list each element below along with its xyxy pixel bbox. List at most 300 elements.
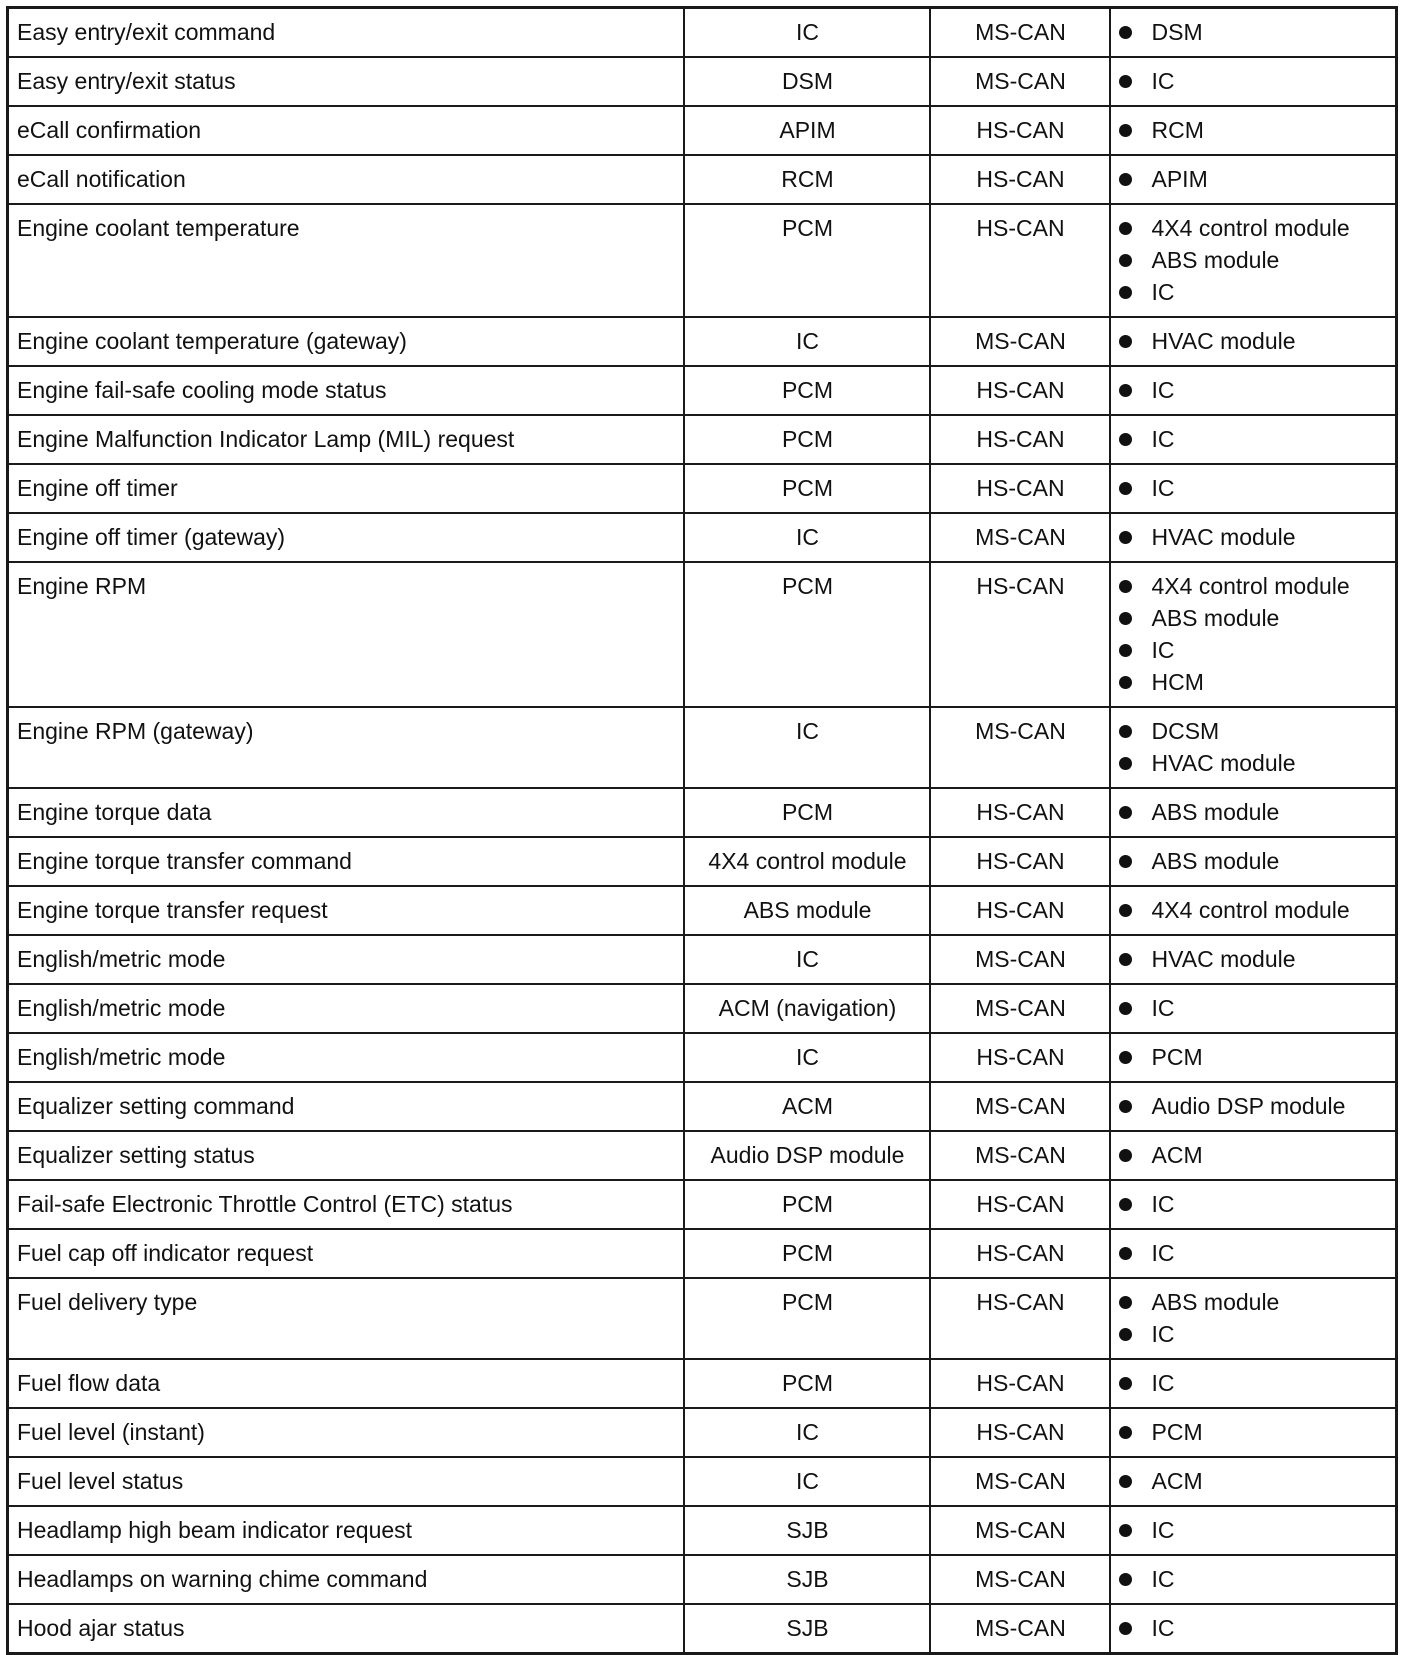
message-text: Fuel level status bbox=[17, 1468, 184, 1494]
table-row bbox=[8, 886, 1397, 935]
network-text: MS-CAN bbox=[975, 1468, 1066, 1494]
originating-module-text: PCM bbox=[781, 1370, 834, 1396]
message-text: Engine torque transfer command bbox=[17, 848, 352, 874]
receiving-module-item bbox=[1119, 212, 1390, 244]
network-text: HS-CAN bbox=[976, 1044, 1065, 1070]
network-text: HS-CAN bbox=[976, 426, 1065, 452]
receiving-modules-cell bbox=[1110, 1180, 1397, 1229]
bullet-icon bbox=[1119, 806, 1132, 819]
network-cell bbox=[930, 1082, 1110, 1131]
originating-module-cell bbox=[684, 886, 930, 935]
message-text: English/metric mode bbox=[17, 1044, 226, 1070]
receiving-module-text: ACM bbox=[1151, 1142, 1203, 1168]
receiving-module-item bbox=[1119, 796, 1390, 828]
originating-module-text: Audio DSP module bbox=[710, 1142, 905, 1168]
message-text: English/metric mode bbox=[17, 995, 226, 1021]
originating-module-text: ABS module bbox=[743, 897, 872, 923]
network-text: MS-CAN bbox=[975, 328, 1066, 354]
receiving-modules-cell bbox=[1110, 317, 1397, 366]
network-text: HS-CAN bbox=[976, 166, 1065, 192]
table-row bbox=[8, 513, 1397, 562]
receiving-modules-cell bbox=[1110, 57, 1397, 106]
message-cell bbox=[8, 1229, 684, 1278]
receiving-module-text: IC bbox=[1151, 1321, 1175, 1347]
receiving-module-text: IC bbox=[1151, 1240, 1175, 1266]
message-cell bbox=[8, 886, 684, 935]
receiving-module-item bbox=[1119, 1514, 1390, 1546]
message-text: Headlamp high beam indicator request bbox=[17, 1517, 413, 1543]
originating-module-text: PCM bbox=[781, 377, 834, 403]
originating-module-text: IC bbox=[796, 718, 819, 744]
network-cell bbox=[930, 1457, 1110, 1506]
bullet-icon bbox=[1119, 1051, 1132, 1064]
message-text: Engine coolant temperature (gateway) bbox=[17, 328, 407, 354]
table-row bbox=[8, 1359, 1397, 1408]
message-text: Easy entry/exit command bbox=[17, 19, 276, 45]
network-text: HS-CAN bbox=[976, 848, 1065, 874]
network-text: MS-CAN bbox=[975, 19, 1066, 45]
originating-module-cell bbox=[684, 1229, 930, 1278]
receiving-module-item bbox=[1119, 845, 1390, 877]
originating-module-text: ACM bbox=[781, 1093, 834, 1119]
message-cell bbox=[8, 317, 684, 366]
bullet-icon bbox=[1119, 1328, 1132, 1341]
bullet-icon bbox=[1119, 335, 1132, 348]
receiving-module-text: IC bbox=[1151, 377, 1175, 403]
receiving-modules-cell bbox=[1110, 707, 1397, 788]
table-row bbox=[8, 935, 1397, 984]
network-cell bbox=[930, 464, 1110, 513]
receiving-modules-cell bbox=[1110, 1082, 1397, 1131]
table-row bbox=[8, 1033, 1397, 1082]
receiving-module-item bbox=[1119, 992, 1390, 1024]
table-row bbox=[8, 464, 1397, 513]
receiving-modules-cell bbox=[1110, 415, 1397, 464]
receiving-module-text: IC bbox=[1151, 1191, 1175, 1217]
table-row bbox=[8, 1082, 1397, 1131]
message-cell bbox=[8, 935, 684, 984]
network-text: HS-CAN bbox=[976, 1191, 1065, 1217]
message-cell bbox=[8, 788, 684, 837]
message-cell bbox=[8, 204, 684, 317]
message-text: Engine torque transfer request bbox=[17, 897, 328, 923]
message-cell bbox=[8, 1131, 684, 1180]
network-cell bbox=[930, 1408, 1110, 1457]
message-cell bbox=[8, 415, 684, 464]
receiving-module-text: IC bbox=[1151, 995, 1175, 1021]
bullet-icon bbox=[1119, 1573, 1132, 1586]
bullet-icon bbox=[1119, 612, 1132, 625]
message-text: Easy entry/exit status bbox=[17, 68, 236, 94]
originating-module-cell bbox=[684, 984, 930, 1033]
originating-module-cell bbox=[684, 464, 930, 513]
message-cell bbox=[8, 562, 684, 707]
receiving-modules-cell bbox=[1110, 1229, 1397, 1278]
receiving-module-text: HVAC module bbox=[1151, 750, 1296, 776]
originating-module-cell bbox=[684, 562, 930, 707]
originating-module-text: RCM bbox=[781, 166, 834, 192]
receiving-module-item bbox=[1119, 1090, 1390, 1122]
receiving-modules-cell bbox=[1110, 204, 1397, 317]
originating-module-text: IC bbox=[796, 1044, 819, 1070]
bullet-icon bbox=[1119, 26, 1132, 39]
table-row bbox=[8, 317, 1397, 366]
network-cell bbox=[930, 1359, 1110, 1408]
receiving-module-item bbox=[1119, 1367, 1390, 1399]
receiving-module-text: IC bbox=[1151, 1566, 1175, 1592]
originating-module-text: PCM bbox=[781, 573, 834, 599]
bullet-icon bbox=[1119, 855, 1132, 868]
message-cell bbox=[8, 1278, 684, 1359]
network-text: HS-CAN bbox=[976, 1419, 1065, 1445]
message-cell bbox=[8, 1408, 684, 1457]
originating-module-cell bbox=[684, 106, 930, 155]
bullet-icon bbox=[1119, 1377, 1132, 1390]
originating-module-cell bbox=[684, 8, 930, 58]
receiving-module-text: 4X4 control module bbox=[1151, 215, 1350, 241]
message-text: Engine torque data bbox=[17, 799, 212, 825]
network-text: HS-CAN bbox=[976, 799, 1065, 825]
bullet-icon bbox=[1119, 1002, 1132, 1015]
originating-module-text: SJB bbox=[786, 1517, 829, 1543]
message-text: Headlamps on warning chime command bbox=[17, 1566, 428, 1592]
network-cell bbox=[930, 788, 1110, 837]
table-row bbox=[8, 984, 1397, 1033]
receiving-module-text: DSM bbox=[1151, 19, 1203, 45]
originating-module-cell bbox=[684, 1180, 930, 1229]
table-row bbox=[8, 155, 1397, 204]
bullet-icon bbox=[1119, 1100, 1132, 1113]
originating-module-cell bbox=[684, 317, 930, 366]
network-cell bbox=[930, 106, 1110, 155]
receiving-module-item bbox=[1119, 602, 1390, 634]
network-cell bbox=[930, 317, 1110, 366]
network-cell bbox=[930, 57, 1110, 106]
message-cell bbox=[8, 837, 684, 886]
table-body bbox=[8, 8, 1397, 1654]
receiving-module-item bbox=[1119, 472, 1390, 504]
message-text: Equalizer setting status bbox=[17, 1142, 255, 1168]
table-row bbox=[8, 837, 1397, 886]
table-row bbox=[8, 204, 1397, 317]
receiving-modules-cell bbox=[1110, 366, 1397, 415]
receiving-module-text: ABS module bbox=[1151, 605, 1280, 631]
receiving-module-item bbox=[1119, 1237, 1390, 1269]
message-cell bbox=[8, 1457, 684, 1506]
originating-module-cell bbox=[684, 935, 930, 984]
receiving-module-text: ABS module bbox=[1151, 247, 1280, 273]
bullet-icon bbox=[1119, 1426, 1132, 1439]
network-cell bbox=[930, 707, 1110, 788]
bullet-icon bbox=[1119, 725, 1132, 738]
message-text: Fuel cap off indicator request bbox=[17, 1240, 314, 1266]
network-cell bbox=[930, 1131, 1110, 1180]
message-cell bbox=[8, 464, 684, 513]
receiving-module-item bbox=[1119, 1416, 1390, 1448]
receiving-module-text: APIM bbox=[1151, 166, 1208, 192]
table-row bbox=[8, 1180, 1397, 1229]
receiving-module-item bbox=[1119, 423, 1390, 455]
receiving-module-text: IC bbox=[1151, 1517, 1175, 1543]
originating-module-text: PCM bbox=[781, 215, 834, 241]
message-cell bbox=[8, 8, 684, 58]
bullet-icon bbox=[1119, 384, 1132, 397]
message-cell bbox=[8, 1082, 684, 1131]
originating-module-cell bbox=[684, 1457, 930, 1506]
receiving-module-item bbox=[1119, 325, 1390, 357]
message-text: Fuel level (instant) bbox=[17, 1419, 205, 1445]
receiving-module-text: HVAC module bbox=[1151, 946, 1296, 972]
originating-module-text: IC bbox=[796, 328, 819, 354]
receiving-modules-cell bbox=[1110, 1131, 1397, 1180]
receiving-modules-cell bbox=[1110, 464, 1397, 513]
receiving-module-text: IC bbox=[1151, 279, 1175, 305]
bullet-icon bbox=[1119, 1622, 1132, 1635]
table-row bbox=[8, 1604, 1397, 1654]
message-cell bbox=[8, 1033, 684, 1082]
receiving-module-item bbox=[1119, 570, 1390, 602]
originating-module-cell bbox=[684, 1278, 930, 1359]
bullet-icon bbox=[1119, 1296, 1132, 1309]
message-cell bbox=[8, 707, 684, 788]
receiving-module-item bbox=[1119, 114, 1390, 146]
receiving-module-item bbox=[1119, 1041, 1390, 1073]
bullet-icon bbox=[1119, 580, 1132, 593]
originating-module-text: DSM bbox=[781, 68, 834, 94]
receiving-module-item bbox=[1119, 1612, 1390, 1644]
table-row bbox=[8, 1229, 1397, 1278]
receiving-module-item bbox=[1119, 1188, 1390, 1220]
table-row bbox=[8, 562, 1397, 707]
table-row bbox=[8, 366, 1397, 415]
bullet-icon bbox=[1119, 1149, 1132, 1162]
receiving-module-text: IC bbox=[1151, 637, 1175, 663]
message-cell bbox=[8, 513, 684, 562]
network-text: HS-CAN bbox=[976, 215, 1065, 241]
table-row bbox=[8, 1131, 1397, 1180]
network-cell bbox=[930, 1229, 1110, 1278]
originating-module-cell bbox=[684, 1506, 930, 1555]
network-cell bbox=[930, 1604, 1110, 1654]
message-cell bbox=[8, 1604, 684, 1654]
receiving-module-item bbox=[1119, 276, 1390, 308]
receiving-modules-cell bbox=[1110, 8, 1397, 58]
table-row bbox=[8, 788, 1397, 837]
bullet-icon bbox=[1119, 482, 1132, 495]
network-cell bbox=[930, 1555, 1110, 1604]
originating-module-cell bbox=[684, 1408, 930, 1457]
receiving-module-text: DCSM bbox=[1151, 718, 1220, 744]
network-text: MS-CAN bbox=[975, 946, 1066, 972]
network-message-table bbox=[6, 6, 1398, 1655]
bullet-icon bbox=[1119, 1198, 1132, 1211]
receiving-module-item bbox=[1119, 715, 1390, 747]
receiving-module-item bbox=[1119, 65, 1390, 97]
originating-module-text: IC bbox=[796, 1468, 819, 1494]
receiving-module-text: PCM bbox=[1151, 1419, 1203, 1445]
receiving-module-text: IC bbox=[1151, 426, 1175, 452]
receiving-module-text: IC bbox=[1151, 1370, 1175, 1396]
receiving-module-text: HCM bbox=[1151, 669, 1204, 695]
network-cell bbox=[930, 1033, 1110, 1082]
receiving-module-text: 4X4 control module bbox=[1151, 573, 1350, 599]
receiving-module-text: HVAC module bbox=[1151, 524, 1296, 550]
bullet-icon bbox=[1119, 953, 1132, 966]
receiving-module-text: RCM bbox=[1151, 117, 1204, 143]
receiving-module-text: ABS module bbox=[1151, 848, 1280, 874]
originating-module-cell bbox=[684, 415, 930, 464]
network-cell bbox=[930, 204, 1110, 317]
message-cell bbox=[8, 155, 684, 204]
receiving-module-text: 4X4 control module bbox=[1151, 897, 1350, 923]
network-text: MS-CAN bbox=[975, 1093, 1066, 1119]
table-row bbox=[8, 8, 1397, 58]
message-cell bbox=[8, 106, 684, 155]
table-row bbox=[8, 1506, 1397, 1555]
receiving-module-item bbox=[1119, 666, 1390, 698]
network-text: HS-CAN bbox=[976, 897, 1065, 923]
network-message-table-container bbox=[6, 6, 1398, 1655]
receiving-module-text: ABS module bbox=[1151, 799, 1280, 825]
message-text: Equalizer setting command bbox=[17, 1093, 295, 1119]
bullet-icon bbox=[1119, 222, 1132, 235]
network-text: MS-CAN bbox=[975, 718, 1066, 744]
originating-module-text: PCM bbox=[781, 475, 834, 501]
receiving-modules-cell bbox=[1110, 788, 1397, 837]
originating-module-text: IC bbox=[796, 19, 819, 45]
bullet-icon bbox=[1119, 173, 1132, 186]
network-cell bbox=[930, 513, 1110, 562]
message-text: Engine coolant temperature bbox=[17, 215, 300, 241]
receiving-modules-cell bbox=[1110, 562, 1397, 707]
table-row bbox=[8, 57, 1397, 106]
network-cell bbox=[930, 8, 1110, 58]
receiving-module-text: IC bbox=[1151, 68, 1175, 94]
bullet-icon bbox=[1119, 286, 1132, 299]
originating-module-text: ACM (navigation) bbox=[718, 995, 897, 1021]
originating-module-text: IC bbox=[796, 524, 819, 550]
message-text: English/metric mode bbox=[17, 946, 226, 972]
table-row bbox=[8, 707, 1397, 788]
network-text: MS-CAN bbox=[975, 524, 1066, 550]
network-text: MS-CAN bbox=[975, 1566, 1066, 1592]
network-cell bbox=[930, 984, 1110, 1033]
bullet-icon bbox=[1119, 644, 1132, 657]
network-cell bbox=[930, 1278, 1110, 1359]
network-text: HS-CAN bbox=[976, 377, 1065, 403]
table-row bbox=[8, 106, 1397, 155]
receiving-module-item bbox=[1119, 1563, 1390, 1595]
network-cell bbox=[930, 366, 1110, 415]
message-text: eCall notification bbox=[17, 166, 186, 192]
originating-module-cell bbox=[684, 1033, 930, 1082]
bullet-icon bbox=[1119, 254, 1132, 267]
network-cell bbox=[930, 562, 1110, 707]
receiving-modules-cell bbox=[1110, 935, 1397, 984]
receiving-module-text: HVAC module bbox=[1151, 328, 1296, 354]
receiving-modules-cell bbox=[1110, 1033, 1397, 1082]
message-text: Engine RPM bbox=[17, 573, 147, 599]
receiving-modules-cell bbox=[1110, 106, 1397, 155]
originating-module-text: PCM bbox=[781, 799, 834, 825]
network-cell bbox=[930, 415, 1110, 464]
network-text: HS-CAN bbox=[976, 573, 1065, 599]
message-cell bbox=[8, 1506, 684, 1555]
originating-module-text: SJB bbox=[786, 1566, 829, 1592]
network-text: HS-CAN bbox=[976, 1370, 1065, 1396]
originating-module-text: PCM bbox=[781, 426, 834, 452]
originating-module-text: PCM bbox=[781, 1191, 834, 1217]
table-row bbox=[8, 415, 1397, 464]
originating-module-cell bbox=[684, 1604, 930, 1654]
originating-module-text: IC bbox=[796, 946, 819, 972]
bullet-icon bbox=[1119, 124, 1132, 137]
bullet-icon bbox=[1119, 433, 1132, 446]
bullet-icon bbox=[1119, 904, 1132, 917]
network-cell bbox=[930, 837, 1110, 886]
receiving-module-text: ABS module bbox=[1151, 1289, 1280, 1315]
receiving-module-item bbox=[1119, 894, 1390, 926]
message-cell bbox=[8, 366, 684, 415]
network-cell bbox=[930, 886, 1110, 935]
message-text: eCall confirmation bbox=[17, 117, 202, 143]
receiving-modules-cell bbox=[1110, 1506, 1397, 1555]
receiving-modules-cell bbox=[1110, 1555, 1397, 1604]
receiving-modules-cell bbox=[1110, 1359, 1397, 1408]
message-text: Fail-safe Electronic Throttle Control (ETC) status bbox=[17, 1191, 513, 1217]
receiving-modules-cell bbox=[1110, 1604, 1397, 1654]
bullet-icon bbox=[1119, 1524, 1132, 1537]
message-cell bbox=[8, 1555, 684, 1604]
table-row bbox=[8, 1278, 1397, 1359]
receiving-module-text: PCM bbox=[1151, 1044, 1203, 1070]
message-text: Fuel flow data bbox=[17, 1370, 161, 1396]
receiving-modules-cell bbox=[1110, 155, 1397, 204]
receiving-module-item bbox=[1119, 1139, 1390, 1171]
receiving-modules-cell bbox=[1110, 886, 1397, 935]
originating-module-cell bbox=[684, 1555, 930, 1604]
receiving-module-text: IC bbox=[1151, 475, 1175, 501]
originating-module-text: IC bbox=[796, 1419, 819, 1445]
receiving-modules-cell bbox=[1110, 1408, 1397, 1457]
receiving-module-item bbox=[1119, 244, 1390, 276]
network-cell bbox=[930, 935, 1110, 984]
table-row bbox=[8, 1457, 1397, 1506]
bullet-icon bbox=[1119, 676, 1132, 689]
originating-module-cell bbox=[684, 57, 930, 106]
network-text: HS-CAN bbox=[976, 475, 1065, 501]
receiving-modules-cell bbox=[1110, 837, 1397, 886]
originating-module-cell bbox=[684, 204, 930, 317]
network-text: MS-CAN bbox=[975, 1517, 1066, 1543]
receiving-module-item bbox=[1119, 521, 1390, 553]
message-cell bbox=[8, 57, 684, 106]
receiving-modules-cell bbox=[1110, 513, 1397, 562]
network-text: HS-CAN bbox=[976, 117, 1065, 143]
originating-module-text: 4X4 control module bbox=[708, 848, 907, 874]
network-text: HS-CAN bbox=[976, 1240, 1065, 1266]
receiving-module-text: IC bbox=[1151, 1615, 1175, 1641]
message-text: Engine off timer bbox=[17, 475, 178, 501]
network-text: MS-CAN bbox=[975, 68, 1066, 94]
originating-module-cell bbox=[684, 707, 930, 788]
network-text: MS-CAN bbox=[975, 1142, 1066, 1168]
originating-module-cell bbox=[684, 837, 930, 886]
network-text: MS-CAN bbox=[975, 1615, 1066, 1641]
network-cell bbox=[930, 1180, 1110, 1229]
bullet-icon bbox=[1119, 1475, 1132, 1488]
originating-module-text: PCM bbox=[781, 1240, 834, 1266]
